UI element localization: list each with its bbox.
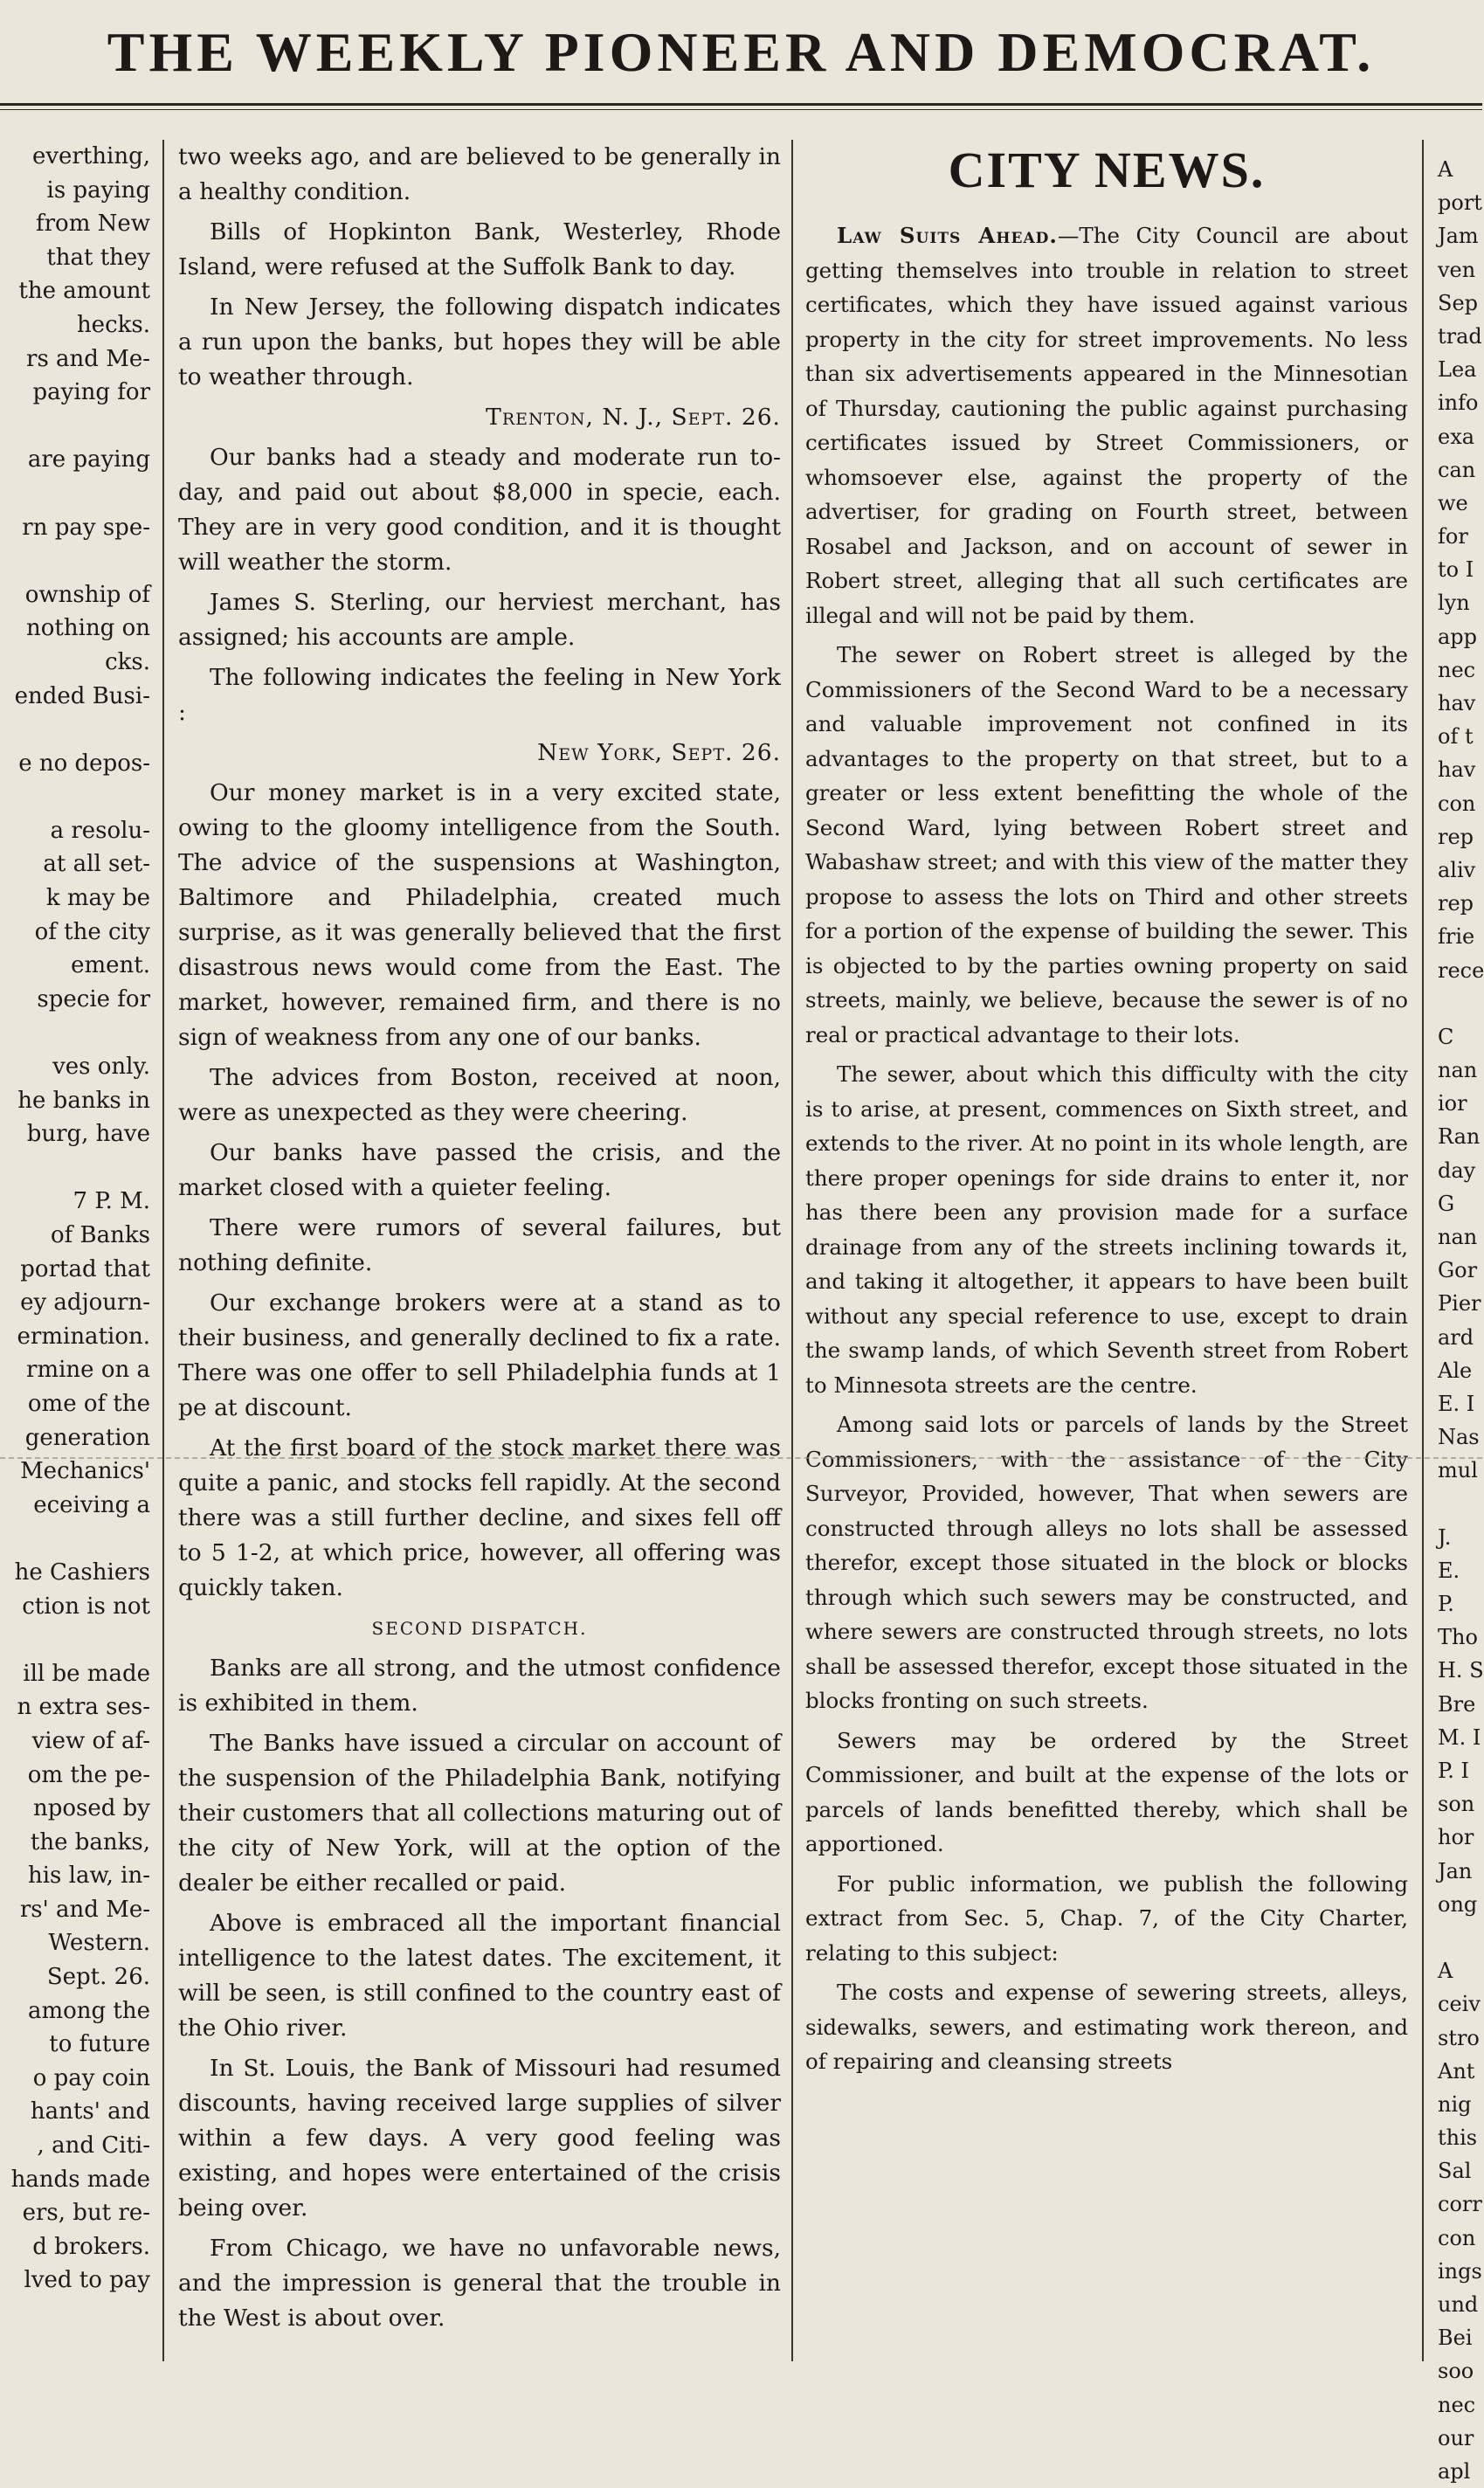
left-fragment-line: ill be made <box>23 1660 150 1687</box>
article-paragraph: At the first board of the stock market there was quite a panic, and stocks fell rapidly. At the second there was a still further decline, and sixes fell off to 5 1-2, at which price, however, all offering was quickly taken. <box>178 1434 781 1601</box>
article-paragraph: In St. Louis, the Bank of Missouri had resumed discounts, having received large supplies of silver within a few days. A very good feeling was existing, and hopes were entertained of the crisis being over. <box>178 2055 781 2222</box>
right-fragment-line: for <box>1438 524 1468 549</box>
left-fragment-line: specie for <box>37 985 150 1012</box>
left-fragment-line: hands made <box>10 2166 150 2193</box>
right-fragment-line: H. S <box>1438 1658 1484 1683</box>
left-fragment-line: rmine on a <box>26 1357 150 1384</box>
right-fragment-line: ings <box>1438 2258 1482 2284</box>
left-fragment-line: lved to pay <box>24 2267 150 2294</box>
dateline: Trenton, N. J., Sept. 26. <box>486 404 781 431</box>
left-fragment-line: ended Busi- <box>14 682 150 709</box>
right-fragment-line: ong <box>1438 1891 1478 1917</box>
masthead-title: THE WEEKLY PIONEER AND DEMOCRAT. <box>107 21 1376 83</box>
left-fragment-line: ome of the <box>27 1390 150 1417</box>
left-fragment-line: burg, have <box>26 1121 150 1148</box>
article-paragraph: For public information, we publish the following extract from Sec. 5, Chap. 7, of the City Charter, relating to this subject: <box>805 1870 1408 1966</box>
right-fragment-line: we <box>1438 490 1468 515</box>
left-fragment-line: e no depos- <box>18 750 150 777</box>
left-fragment-line: everthing, <box>31 143 150 169</box>
right-fragment-line: this <box>1438 2125 1478 2151</box>
left-fragment-line: of Banks <box>51 1222 150 1248</box>
right-fragment-line: hor <box>1438 1825 1474 1850</box>
right-fragment-line: ior <box>1438 1091 1467 1116</box>
left-fragment-line <box>0 1522 150 1556</box>
left-fragment-line: ction is not <box>22 1593 150 1620</box>
left-fragment-line: are paying <box>27 446 150 473</box>
right-fragment-line: day <box>1438 1158 1476 1183</box>
right-fragment-line: Pier <box>1438 1291 1481 1317</box>
article-paragraph: The sewer, about which this difficulty with the city is to arise, at present, commences on Sixth street, and extends to the river. At no point in its whole length, are there proper openings for side drains to enter it, nor has there been any provision made for a surface drainage from any of the streets inclining towards it, and taking it altogether, it appears to have been built without any special reference to use, except to drain the swamp lands, of which Seventh street from Robert to Minnesota streets are the centre. <box>805 1061 1408 1398</box>
left-fragment-line <box>0 477 150 511</box>
lead-caps-heading: Law Suits Ahead. <box>837 223 1058 248</box>
right-fragment-line: Sep <box>1438 290 1479 315</box>
right-fragment-line: Gor <box>1438 1258 1478 1283</box>
left-fragment-line: he banks in <box>17 1087 150 1114</box>
article-paragraph: Our money market is in a very excited state, owing to the gloomy intelligence from the South. The advice of the suspensions at Washington, Baltimore and Philadelphia, created much surprise, as it was generally believed that the first disastrous news would come from the East. The market, however, remained firm, and there is no sign of weakness from any one of our banks. <box>178 779 781 1051</box>
right-fragment-line: E. <box>1438 1558 1460 1583</box>
right-fragment-line: G <box>1438 1191 1455 1216</box>
right-fragment-line: con <box>1438 2225 1476 2250</box>
right-fragment-line: exa <box>1438 424 1475 449</box>
masthead-rule <box>0 103 1482 106</box>
right-fragment-line: Ant <box>1438 2058 1475 2084</box>
right-fragment-line: hav <box>1438 691 1476 715</box>
article-paragraph: From Chicago, we have no unfavorable news, and the impression is general that the trouble in the West is about over. <box>178 2235 781 2332</box>
right-fragment-line: M. I <box>1438 1724 1481 1750</box>
right-fragment-line: und <box>1438 2292 1479 2317</box>
right-fragment-line: app <box>1438 624 1478 649</box>
left-fragment-line: k may be <box>45 885 150 912</box>
left-fragment-line: is paying <box>46 176 150 204</box>
right-fragment-line: Bre <box>1438 1691 1476 1717</box>
article-paragraph: Among said lots or parcels of lands by the Street Commissioners, with the assistance of the City Surveyor, Provided, however, That when sewers are constructed through alleys no lots shall be assessed therefor, except those situated in the block or blocks through which such sewers may be constructed, and where sewers are constructed through streets, no lots shall be assessed therefor, except those situated in the blocks fronting on such streets. <box>805 1412 1408 1713</box>
left-fragment-line <box>0 713 150 747</box>
left-fragment-line: from New <box>35 211 150 238</box>
right-fragment-line: Jam <box>1438 224 1479 249</box>
article-paragraph: Above is embraced all the important financial intelligence to the latest dates. The excitement, it will be seen, is still confined to the country east of the Ohio river. <box>178 1910 781 2042</box>
right-fragment-line: nan <box>1438 1225 1478 1249</box>
left-fragment-line: of the city <box>34 918 150 945</box>
left-fragment-line: he Cashiers <box>14 1558 150 1586</box>
left-fragment-line <box>0 410 150 444</box>
right-fragment-line: info <box>1438 390 1479 416</box>
article-paragraph: Our banks had a steady and moderate run to-day, and paid out about $8,000 in specie, each. They are in very good condition, and it is thought will weather the storm. <box>178 444 781 576</box>
left-fragment-line <box>0 1016 150 1050</box>
article-paragraph: The advices from Boston, received at noon, were as unexpected as they were cheering. <box>178 1064 781 1126</box>
left-fragment-line: ermination. <box>17 1323 150 1350</box>
paper-fold-line <box>0 1457 1482 1459</box>
left-fragment-line: nposed by <box>32 1795 150 1822</box>
right-fragment-line <box>1438 1488 1482 1521</box>
left-fragment-line: ownship of <box>24 581 150 608</box>
article-paragraph: Bills of Hopkinton Bank, Westerley, Rhode Island, were refused at the Suffolk Bank to day. <box>178 218 781 280</box>
left-fragment-line: 7 P. M. <box>72 1188 150 1215</box>
left-fragment-line: hants' and <box>30 2098 150 2125</box>
right-fragment-line: Sal <box>1438 2159 1472 2184</box>
left-fragment-line: to future <box>49 2031 150 2058</box>
right-fragment-line: son <box>1438 1792 1475 1817</box>
left-fragment-line: eceiving a <box>33 1491 150 1518</box>
article-paragraph: two weeks ago, and are believed to be generally in a healthy condition. <box>178 143 781 205</box>
right-fragment-line: ard <box>1438 1324 1474 1350</box>
left-fragment-line: among the <box>27 1997 150 2024</box>
right-fragment-line: P. I <box>1438 1759 1470 1783</box>
article-paragraph: In New Jersey, the following dispatch indicates a run upon the banks, but hopes they will be able to weather through. <box>178 294 781 390</box>
left-fragment-line: , and Citi- <box>37 2132 150 2160</box>
right-fragment-line: of t <box>1438 724 1474 750</box>
left-fragment-line: Western. <box>48 1930 150 1957</box>
left-fragment-line <box>0 544 150 578</box>
column-divider <box>162 140 164 2361</box>
left-fragment-line: Mechanics' <box>20 1458 150 1485</box>
article-paragraph: There were rumors of several failures, but nothing definite. <box>178 1214 781 1276</box>
article-paragraph: Our exchange brokers were at a stand as to their business, and generally declined to fix a rate. There was one offer to sell Philadelphia funds at 1 pe at discount. <box>178 1289 781 1421</box>
left-fragment-line: cks. <box>105 648 150 675</box>
right-fragment-line: can <box>1438 457 1476 482</box>
city-news-paragraphs <box>805 638 1408 2079</box>
right-fragment-line <box>1438 1921 1482 1954</box>
article-paragraph: The sewer on Robert street is alleged by the Commissioners of the Second Ward to be a necessary and valuable improvement not confined in its advantages to the property on that street, but to a greater or less extent benefitting the whole of the Second Ward, lying between Robert street and Wabashaw street; and with this view of the matter they propose to assess the lots on Third and other streets for a portion of the expense of building the sewer. This is objected to by the parties owning property on said streets, mainly, we believe, because the sewer is of no real or practical advantage to their lots. <box>805 642 1408 1047</box>
city-news-column <box>805 140 1408 2359</box>
left-fragment-line: Sept. 26. <box>46 1964 150 1991</box>
right-fragment-line: ven <box>1438 257 1476 282</box>
article-paragraph: The Banks have issued a circular on account of the suspension of the Philadelphia Bank, notifying their customers that all collections maturing out of the city of New York, will at the option of the dealer be either recalled or paid. <box>178 1730 781 1897</box>
article-paragraph: The following indicates the feeling in New York : <box>178 664 781 726</box>
right-fragment-line: mul <box>1438 1458 1478 1483</box>
left-fragment-line: ey adjourn- <box>20 1289 150 1317</box>
left-fragment-line: generation <box>24 1424 150 1451</box>
right-fragment-line: con <box>1438 791 1476 816</box>
right-fragment-line: E. I <box>1438 1391 1475 1416</box>
right-column-fragments <box>1438 153 1484 2484</box>
left-fragment-line: a resolu- <box>50 817 150 844</box>
left-fragment-line <box>0 780 150 814</box>
right-fragment-line: rep <box>1438 824 1474 849</box>
column-divider <box>1422 140 1424 2361</box>
financial-news-column <box>178 140 781 2359</box>
article-paragraph: Banks are all strong, and the utmost confidence is exhibited in them. <box>178 1655 781 1717</box>
right-fragment-line: P. <box>1438 1592 1454 1617</box>
left-column-fragments <box>0 140 150 2359</box>
right-fragment-line: A <box>1438 157 1453 182</box>
left-fragment-line: om the pe- <box>27 1761 150 1788</box>
right-fragment-line: soo <box>1438 2359 1474 2384</box>
left-fragment-line: that they <box>46 244 150 271</box>
dateline: New York, Sept. 26. <box>537 739 781 766</box>
left-fragment-line: the amount <box>18 278 150 305</box>
left-fragment-line <box>0 1151 150 1185</box>
right-fragment-line: stro <box>1438 2025 1480 2050</box>
masthead-rule-thin <box>0 109 1482 110</box>
article-paragraph: Sewers may be ordered by the Street Commissioner, and built at the expense of the lots or parcels of lands benefitted thereby, which shall be apportioned. <box>805 1727 1408 1856</box>
left-fragment-line: n extra ses- <box>17 1694 150 1721</box>
column-divider <box>791 140 793 2361</box>
right-fragment-line: nec <box>1438 2392 1476 2417</box>
city-news-headline: CITY NEWS. <box>948 142 1266 198</box>
right-fragment-line: trad <box>1438 323 1482 349</box>
left-fragment-line: ves only. <box>52 1054 150 1081</box>
subhead: SECOND DISPATCH. <box>371 1618 588 1639</box>
right-fragment-line: Ran <box>1438 1124 1481 1150</box>
right-fragment-line: port <box>1438 190 1482 216</box>
right-fragment-line: lyn <box>1438 591 1470 616</box>
right-fragment-line: rece <box>1438 957 1484 983</box>
left-fragment-line: rs and Me- <box>26 345 150 372</box>
left-fragment-line: nothing on <box>26 615 150 642</box>
right-fragment-line: Tho <box>1438 1625 1478 1650</box>
right-fragment-line: nan <box>1438 1058 1478 1083</box>
right-fragment-line: Bei <box>1438 2326 1473 2351</box>
left-fragment-line: rs' and Me- <box>19 1896 150 1923</box>
right-fragment-line: Ale <box>1438 1358 1473 1383</box>
article-paragraph: Our banks have passed the crisis, and the market closed with a quieter feeling. <box>178 1139 781 1201</box>
right-fragment-line: frie <box>1438 924 1475 950</box>
right-fragment-line: our <box>1438 2425 1474 2450</box>
right-fragment-line: aliv <box>1438 857 1476 882</box>
right-fragment-line: hav <box>1438 757 1476 783</box>
article-paragraph: The costs and expense of sewering streets, alleys, sidewalks, sewers, and estimating work thereon, and of repairing and cleansing streets <box>805 1980 1408 2074</box>
right-fragment-line <box>1438 987 1482 1020</box>
lead-paragraph <box>805 218 1408 632</box>
article-paragraph: James S. Sterling, our herviest merchant, has assigned; his accounts are ample. <box>178 589 781 651</box>
right-fragment-line: apl <box>1438 2458 1471 2484</box>
left-fragment-line: hecks. <box>76 311 150 338</box>
left-fragment-line: ers, but re- <box>22 2200 150 2227</box>
right-fragment-line: nec <box>1438 657 1476 682</box>
left-fragment-line: portad that <box>20 1255 150 1282</box>
left-fragment-line: view of af- <box>31 1727 150 1754</box>
left-fragment-line: o pay coin <box>32 2064 150 2091</box>
right-fragment-line: C <box>1438 1024 1454 1049</box>
left-fragment-line: rn pay spe- <box>22 514 150 541</box>
right-fragment-line: rep <box>1438 891 1474 916</box>
lead-text: —The City Council are about getting themselves into trouble in relation to street certificates, which they have issued against various property in the city for street improvements. No less than six advertisements appeared in the Minnesotian of Thursday, cautioning the public against purchasing certificates issued by Street Commissioners, or whomsoever else, against the property of the advertiser, for grading on Fourth street, between Rosabel and Jackson, and on account of sewer in Robert street, alleging that all such certificates are illegal and will not be paid by them. <box>805 223 1409 628</box>
left-fragment-line <box>0 1623 150 1657</box>
right-fragment-line: nig <box>1438 2091 1472 2117</box>
left-fragment-line: ement. <box>71 952 150 979</box>
left-fragment-line: at all set- <box>43 851 150 878</box>
right-fragment-line: Nas <box>1438 1425 1480 1450</box>
right-fragment-line: A <box>1438 1959 1453 1984</box>
right-fragment-line: ceiv <box>1438 1992 1481 2017</box>
left-fragment-line: the banks, <box>30 1828 150 1856</box>
right-fragment-line: Lea <box>1438 357 1477 383</box>
right-fragment-line: J. <box>1438 1524 1452 1550</box>
right-fragment-line: to I <box>1438 557 1474 583</box>
left-fragment-line: d brokers. <box>32 2233 150 2260</box>
right-fragment-line: Jan <box>1438 1858 1473 1883</box>
left-fragment-line: his law, in- <box>27 1863 150 1890</box>
left-fragment-line: paying for <box>32 379 150 406</box>
right-fragment-line: corr <box>1438 2192 1482 2217</box>
